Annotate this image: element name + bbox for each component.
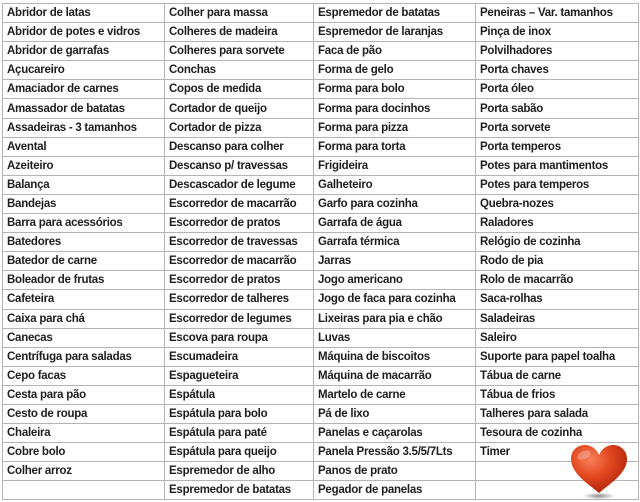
table-row (3, 462, 639, 481)
table-cell: Azeiteiro (3, 156, 165, 175)
table-cell: Colher arroz (3, 462, 165, 481)
table-cell: Espremedor de batatas (165, 481, 314, 500)
table-row (3, 404, 639, 423)
table-cell: Quebra-nozes (476, 194, 639, 213)
table-row (3, 290, 639, 309)
table-cell: Espremedor de alho (165, 462, 314, 481)
table-cell: Galheteiro (314, 175, 476, 194)
table-cell: Espagueteira (165, 366, 314, 385)
table-cell: Copos de medida (165, 80, 314, 99)
table-cell: Jarras (314, 252, 476, 271)
table-cell: Colher para massa (165, 4, 314, 23)
table-row (3, 61, 639, 80)
table-cell: Espátula para bolo (165, 404, 314, 423)
table-cell: Panelas e caçarolas (314, 424, 476, 443)
table-cell: Luvas (314, 328, 476, 347)
table-cell: Talheres para salada (476, 404, 639, 423)
table-cell: Saca-rolhas (476, 290, 639, 309)
table-row (3, 271, 639, 290)
table-cell: Potes para temperos (476, 175, 639, 194)
table-cell: Amaciador de carnes (3, 80, 165, 99)
table-cell: Rodo de pia (476, 252, 639, 271)
table-cell: Escorredor de talheres (165, 290, 314, 309)
table-cell: Espremedor de batatas (314, 4, 476, 23)
heart-icon (568, 442, 630, 500)
table-row (3, 309, 639, 328)
table-cell: Assadeiras - 3 tamanhos (3, 118, 165, 137)
table-cell: Descanso para colher (165, 137, 314, 156)
table-cell: Canecas (3, 328, 165, 347)
table-cell: Cafeteira (3, 290, 165, 309)
table-cell: Panela Pressão 3.5/5/7Lts (314, 443, 476, 462)
table-cell: Cobre bolo (3, 443, 165, 462)
table-cell: Faca de pão (314, 42, 476, 61)
table-cell: Tesoura de cozinha (476, 424, 639, 443)
table-row (3, 252, 639, 271)
kitchen-items-table (2, 3, 639, 500)
table-row (3, 424, 639, 443)
table-cell: Balança (3, 175, 165, 194)
table-cell: Forma para torta (314, 137, 476, 156)
table-body (3, 4, 639, 500)
table-cell: Rolo de macarrão (476, 271, 639, 290)
table-row (3, 42, 639, 61)
table-row (3, 23, 639, 42)
table-cell: Boleador de frutas (3, 271, 165, 290)
table-cell: Porta temperos (476, 137, 639, 156)
table-row (3, 443, 639, 462)
table-cell: Porta sorvete (476, 118, 639, 137)
table-cell: Cesta para pão (3, 385, 165, 404)
table-row (3, 175, 639, 194)
table-cell: Forma para docinhos (314, 99, 476, 118)
table-cell: Forma de gelo (314, 61, 476, 80)
table-cell: Avental (3, 137, 165, 156)
table-cell (3, 481, 165, 500)
table-cell: Máquina de macarrão (314, 366, 476, 385)
table-cell: Abridor de latas (3, 4, 165, 23)
table-cell: Garrafa térmica (314, 233, 476, 252)
table-row (3, 137, 639, 156)
table-row (3, 328, 639, 347)
table-cell: Escorredor de macarrão (165, 194, 314, 213)
table-cell: Forma para bolo (314, 80, 476, 99)
table-cell: Cortador de pizza (165, 118, 314, 137)
table-cell: Barra para acessórios (3, 214, 165, 233)
table-cell: Espátula para queijo (165, 443, 314, 462)
table-cell: Escorredor de legumes (165, 309, 314, 328)
table-row (3, 4, 639, 23)
table-cell: Timer (476, 443, 639, 462)
table-cell: Escumadeira (165, 347, 314, 366)
table-cell: Caixa para chá (3, 309, 165, 328)
table-cell: Açucareiro (3, 61, 165, 80)
table-cell: Abridor de garrafas (3, 42, 165, 61)
table-cell: Escorredor de travessas (165, 233, 314, 252)
table-cell: Batedores (3, 233, 165, 252)
table-cell: Tábua de carne (476, 366, 639, 385)
table-cell: Jogo de faca para cozinha (314, 290, 476, 309)
table-cell: Suporte para papel toalha (476, 347, 639, 366)
table-cell: Polvilhadores (476, 42, 639, 61)
table-cell: Descascador de legume (165, 175, 314, 194)
table-cell: Peneiras – Var. tamanhos (476, 4, 639, 23)
table-row (3, 366, 639, 385)
table-row (3, 80, 639, 99)
table-cell: Espremedor de laranjas (314, 23, 476, 42)
table-cell: Escorredor de pratos (165, 271, 314, 290)
table-cell: Relógio de cozinha (476, 233, 639, 252)
table-row (3, 385, 639, 404)
table-cell: Lixeiras para pia e chão (314, 309, 476, 328)
table-cell: Pinça de inox (476, 23, 639, 42)
table-cell: Garrafa de água (314, 214, 476, 233)
table-cell: Colheres de madeira (165, 23, 314, 42)
table-row (3, 99, 639, 118)
table-row (3, 156, 639, 175)
table-cell: Garfo para cozinha (314, 194, 476, 213)
table-cell: Chaleira (3, 424, 165, 443)
table-cell: Escorredor de macarrão (165, 252, 314, 271)
table-cell: Centrífuga para saladas (3, 347, 165, 366)
table-cell: Cepo facas (3, 366, 165, 385)
table-cell: Escova para roupa (165, 328, 314, 347)
table-cell: Martelo de carne (314, 385, 476, 404)
table-cell: Porta óleo (476, 80, 639, 99)
table-cell: Jogo americano (314, 271, 476, 290)
table-cell: Conchas (165, 61, 314, 80)
table-row (3, 118, 639, 137)
table-row (3, 214, 639, 233)
table-cell: Batedor de carne (3, 252, 165, 271)
table-cell: Máquina de biscoitos (314, 347, 476, 366)
table-cell: Bandejas (3, 194, 165, 213)
table-cell: Escorredor de pratos (165, 214, 314, 233)
table-cell: Abridor de potes e vidros (3, 23, 165, 42)
table-cell: Pegador de panelas (314, 481, 476, 500)
table-cell: Cesto de roupa (3, 404, 165, 423)
table-cell: Frigideira (314, 156, 476, 175)
table-row (3, 347, 639, 366)
table-cell: Espátula para paté (165, 424, 314, 443)
table-cell: Panos de prato (314, 462, 476, 481)
table-cell: Saladeiras (476, 309, 639, 328)
table-row (3, 194, 639, 213)
table-cell: Raladores (476, 214, 639, 233)
table-cell: Colheres para sorvete (165, 42, 314, 61)
table-cell: Forma para pizza (314, 118, 476, 137)
table-cell: Espátula (165, 385, 314, 404)
table-cell: Porta sabão (476, 99, 639, 118)
table-cell: Tábua de frios (476, 385, 639, 404)
table-cell: Potes para mantimentos (476, 156, 639, 175)
table-row (3, 481, 639, 500)
table-cell: Amassador de batatas (3, 99, 165, 118)
table-cell: Saleiro (476, 328, 639, 347)
table-row (3, 233, 639, 252)
table-cell: Porta chaves (476, 61, 639, 80)
table-cell: Cortador de queijo (165, 99, 314, 118)
table-cell: Descanso p/ travessas (165, 156, 314, 175)
table-cell: Pá de lixo (314, 404, 476, 423)
